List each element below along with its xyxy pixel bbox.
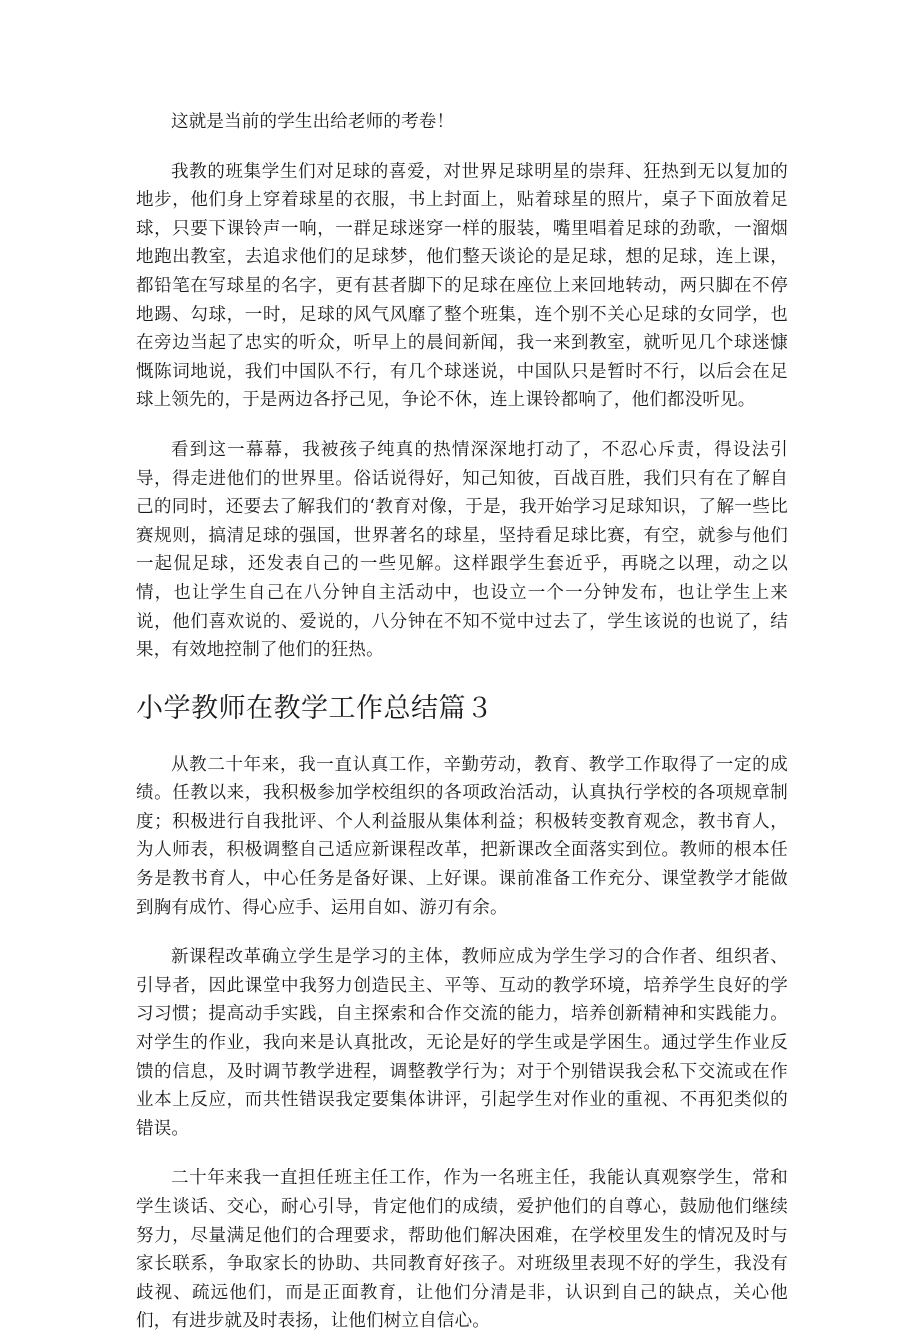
paragraph-guidance: 看到这一幕幕，我被孩子纯真的热情深深地打动了，不忍心斥责，得设法引导，得走进他们的世界里。俗话说得好，知己知彼，百战百胜，我们只有在了解自己的同时，还要去了解我们的‘教育对像，于是，我开始学习足球知识，了解一些比赛规则，搞清足球的强国，世界著名的球星，坚持看足球比赛，有空，就参与他们一起侃足球，还发表自己的一些见解。这样跟学生套近乎，再晓之以理，动之以情，也让学生自己在八分钟自主活动中，也设立一个一分钟发布，也让学生上来说，他们喜欢说的、爱说的，八分钟在不知不觉中过去了，学生该说的也说了，结果，有效地控制了他们的狂热。 [136,439,788,661]
paragraph-football-class: 我教的班集学生们对足球的喜爱，对世界足球明星的崇拜、狂热到无以复加的地步，他们身上穿着球星的衣服，书上封面上，贴着球星的照片，桌子下面放着足球，只要下课铃声一响，一群足球迷穿一样的服装，嘴里唱着足球的劲歌，一溜烟地跑出教室，去追求他们的足球梦，他们整天谈论的是足球，想的足球，连上课，都铅笔在写球星的名字，更有甚者脚下的足球在座位上来回地转动，两只脚在不停地踢、勾球，一时，足球的风气风靡了整个班集，连个别不关心足球的女同学，也在旁边当起了忠实的听众，听早上的晨间新闻，我一来到教室，就听见几个球迷慷慨陈词地说，我们中国队不行，有几个球迷说，中国队只是暂时不行，以后会在足球上领先的，于是两边各抒己见，争论不休，连上课铃都响了，他们都没听见。 [136,161,788,411]
paragraph-exam-intro: 这就是当前的学生出给老师的考卷！ [171,112,455,132]
paragraph-class-teacher: 二十年来我一直担任班主任工作，作为一名班主任，我能认真观察学生，常和学生谈话、交心，耐心引导，肯定他们的成绩，爱护他们的自尊心，鼓励他们继续努力，尽量满足他们的合理要求，帮助他们解决困难，在学校里发生的情况及时与家长联系，争取家长的协助、共同教育好孩子。对班级里表现不好的学生，我没有歧视、疏远他们，而是正面教育，让他们分清是非，认识到自己的缺点，关心他们，有进步就及时表扬，让他们树立自信心。 [136,1168,788,1332]
paragraph-twenty-years: 从教二十年来，我一直认真工作，辛勤劳动，教育、教学工作取得了一定的成绩。任教以来，我积极参加学校组织的各项政治活动，认真执行学校的各项规章制度；积极进行自我批评、个人利益服从集体利益；积极转变教育观念，教书育人，为人师表，积极调整自己适应新课程改革，把新课改全面落实到位。教师的根本任务是教书育人，中心任务是备好课、上好课。课前准备工作充分、课堂教学才能做到胸有成竹、得心应手、运用自如、游刃有余。 [136,754,788,918]
document-page [136,108,788,1336]
paragraph-curriculum-reform: 新课程改革确立学生是学习的主体，教师应成为学生学习的合作者、组织者、引导者，因此课堂中我努力创造民主、平等、互动的教学环境，培养学生良好的学习习惯；提高动手实践，自主探索和合作交流的能力，培养创新精神和实践能力。对学生的作业，我向来是认真批改，无论是好的学生或是学困生。通过学生作业反馈的信息，及时调节教学进程，调整教学行为；对于个别错误我会私下交流或在作业本上反应，而共性错误我定要集体讲评，引起学生对作业的重视、不再犯类似的错误。 [136,947,788,1139]
section-heading: 小学教师在教学工作总结篇３ [136,692,494,724]
